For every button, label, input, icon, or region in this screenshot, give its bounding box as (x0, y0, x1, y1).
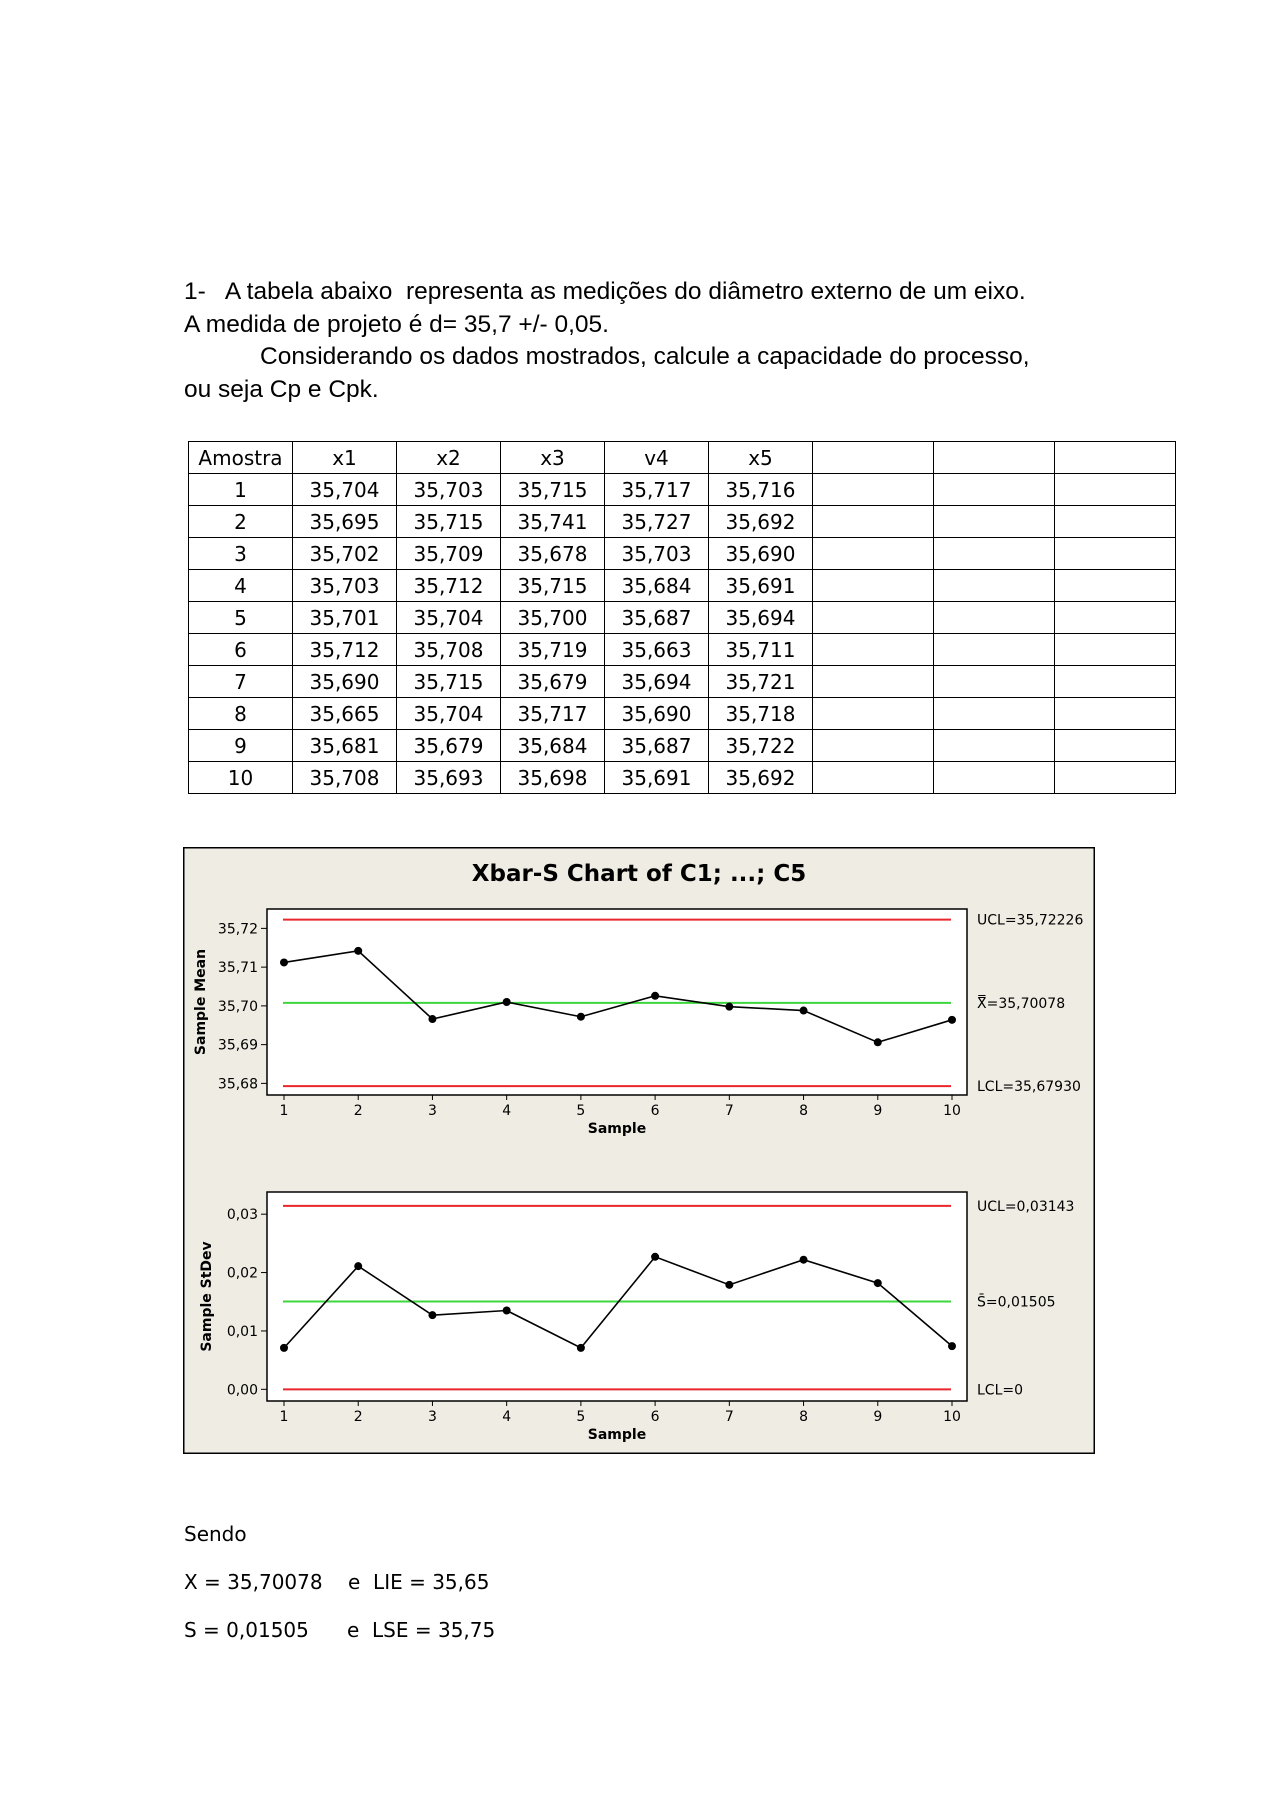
data-point (280, 958, 288, 966)
data-point (874, 1279, 882, 1287)
table-cell: 10 (189, 762, 293, 794)
table-empty-cell (813, 666, 934, 698)
data-point (948, 1016, 956, 1024)
table-empty-cell (934, 474, 1055, 506)
table-cell: 9 (189, 730, 293, 762)
table-cell: 35,694 (605, 666, 709, 698)
table-cell: 35,687 (605, 602, 709, 634)
table-empty-cell (813, 602, 934, 634)
table-empty-cell (813, 474, 934, 506)
table-cell: 35,712 (293, 634, 397, 666)
table-cell: 35,684 (605, 570, 709, 602)
table-cell: 35,708 (397, 634, 501, 666)
data-point (577, 1344, 585, 1352)
table-cell: 2 (189, 506, 293, 538)
table-cell: 35,701 (293, 602, 397, 634)
table-empty-cell (1055, 442, 1176, 474)
table-cell: 35,715 (397, 666, 501, 698)
table-cell: 35,665 (293, 698, 397, 730)
x-tick-label: 10 (943, 1103, 961, 1119)
question-line-1: 1- A tabela abaixo representa as medições do diâmetro externo de um eixo. (184, 278, 1026, 305)
table-empty-cell (1055, 762, 1176, 794)
question-line-3: Considerando os dados mostrados, calcule a capacidade do processo, (260, 343, 1030, 370)
y-tick-label: 35,68 (217, 1076, 258, 1093)
table-empty-cell (1055, 602, 1176, 634)
table-empty-cell (934, 442, 1055, 474)
x-tick-label: 4 (502, 1409, 512, 1425)
table-empty-cell (1055, 474, 1176, 506)
table-empty-cell (934, 506, 1055, 538)
data-point (725, 1003, 733, 1011)
table-empty-cell (813, 538, 934, 570)
table-cell: 35,702 (293, 538, 397, 570)
table-cell: 35,695 (293, 506, 397, 538)
x-axis-label: Sample (587, 1121, 647, 1137)
table-row (189, 474, 1176, 506)
table-cell: 35,687 (605, 730, 709, 762)
lcl-label: LCL=0 (977, 1382, 1024, 1399)
table-empty-cell (813, 634, 934, 666)
table-cell: 35,691 (709, 570, 813, 602)
data-point (354, 1262, 362, 1270)
table-cell: 35,715 (501, 474, 605, 506)
table-header-row (189, 442, 1176, 474)
y-tick-label: 35,69 (217, 1037, 258, 1054)
data-point (948, 1342, 956, 1350)
table-empty-cell (813, 762, 934, 794)
data-point (503, 1307, 511, 1315)
table-cell: 35,704 (397, 602, 501, 634)
y-tick-label: 0,00 (226, 1382, 258, 1399)
table-header-cell: v4 (605, 442, 709, 474)
table-cell: 35,704 (397, 698, 501, 730)
data-point (428, 1311, 436, 1319)
table-header-cell: Amostra (189, 442, 293, 474)
table-empty-cell (934, 570, 1055, 602)
y-tick-label: 0,03 (226, 1207, 258, 1224)
table-row (189, 730, 1176, 762)
chart-title: Xbar-S Chart of C1; ...; C5 (471, 861, 807, 887)
sendo-label: Sendo (184, 1522, 247, 1546)
x-tick-label: 9 (873, 1409, 883, 1425)
table-cell: 35,718 (709, 698, 813, 730)
table-cell: 35,712 (397, 570, 501, 602)
plot-area (267, 1192, 967, 1401)
question-text (184, 276, 1104, 406)
table-cell: 1 (189, 474, 293, 506)
x-tick-label: 6 (650, 1409, 660, 1425)
table-cell: 35,690 (605, 698, 709, 730)
data-point (354, 947, 362, 955)
x-tick-label: 2 (353, 1409, 363, 1425)
table-row (189, 698, 1176, 730)
x-tick-label: 4 (502, 1103, 512, 1119)
table-row (189, 602, 1176, 634)
y-tick-label: 35,70 (217, 998, 258, 1015)
x-tick-label: 5 (576, 1103, 586, 1119)
data-point (800, 1256, 808, 1264)
table-cell: 35,719 (501, 634, 605, 666)
x-tick-label: 6 (650, 1103, 660, 1119)
x-tick-label: 3 (427, 1409, 437, 1425)
x-tick-label: 2 (353, 1103, 363, 1119)
question-line-2: A medida de projeto é d= 35,7 +/- 0,05. (184, 310, 609, 338)
ucl-label: UCL=0,03143 (977, 1198, 1075, 1215)
table-cell: 35,693 (397, 762, 501, 794)
table-cell: 35,690 (709, 538, 813, 570)
table-row (189, 506, 1176, 538)
table-empty-cell (1055, 666, 1176, 698)
table-cell: 35,700 (501, 602, 605, 634)
table-empty-cell (1055, 538, 1176, 570)
table-cell: 35,698 (501, 762, 605, 794)
table-empty-cell (813, 730, 934, 762)
x-tick-label: 10 (943, 1409, 961, 1425)
data-point (800, 1007, 808, 1015)
table-empty-cell (1055, 634, 1176, 666)
table-cell: 35,684 (501, 730, 605, 762)
table-cell: 8 (189, 698, 293, 730)
table-cell: 35,692 (709, 762, 813, 794)
table-cell: 35,741 (501, 506, 605, 538)
table-cell: 35,703 (397, 474, 501, 506)
table-empty-cell (1055, 506, 1176, 538)
table-cell: 35,663 (605, 634, 709, 666)
x-tick-label: 7 (724, 1103, 734, 1119)
table-row (189, 538, 1176, 570)
table-empty-cell (934, 602, 1055, 634)
table-empty-cell (813, 506, 934, 538)
y-axis-label: Sample Mean (193, 948, 209, 1056)
xbar-s-chart (183, 847, 1095, 1454)
table-empty-cell (934, 538, 1055, 570)
y-tick-label: 35,71 (217, 960, 258, 977)
table-header-cell: x2 (397, 442, 501, 474)
x-tick-label: 8 (799, 1409, 809, 1425)
table-empty-cell (1055, 570, 1176, 602)
data-point (874, 1038, 882, 1046)
data-point (428, 1015, 436, 1023)
table-cell: 6 (189, 634, 293, 666)
table-cell: 35,690 (293, 666, 397, 698)
y-tick-label: 0,02 (226, 1265, 258, 1282)
table-cell: 35,703 (293, 570, 397, 602)
table-cell: 35,722 (709, 730, 813, 762)
table-cell: 35,703 (605, 538, 709, 570)
table-cell: 35,711 (709, 634, 813, 666)
x-tick-label: 9 (873, 1103, 883, 1119)
lcl-label: LCL=35,67930 (977, 1079, 1081, 1096)
table-header-cell: x3 (501, 442, 605, 474)
x-tick-label: 1 (279, 1103, 289, 1119)
center-label: X̿=35,70078 (977, 995, 1066, 1012)
table-cell: 35,709 (397, 538, 501, 570)
x-tick-label: 3 (427, 1103, 437, 1119)
table-empty-cell (934, 634, 1055, 666)
table-cell: 35,678 (501, 538, 605, 570)
table-empty-cell (934, 762, 1055, 794)
table-empty-cell (1055, 698, 1176, 730)
data-point (280, 1344, 288, 1352)
table-cell: 35,704 (293, 474, 397, 506)
table-cell: 3 (189, 538, 293, 570)
table-cell: 35,679 (397, 730, 501, 762)
y-axis-label: Sample StDev (199, 1241, 215, 1352)
table-empty-cell (934, 698, 1055, 730)
table-cell: 35,694 (709, 602, 813, 634)
table-row (189, 666, 1176, 698)
data-point (651, 992, 659, 1000)
table-cell: 7 (189, 666, 293, 698)
table-cell: 35,692 (709, 506, 813, 538)
data-point (651, 1253, 659, 1261)
y-tick-label: 35,72 (217, 921, 258, 938)
data-point (725, 1281, 733, 1289)
table-cell: 35,727 (605, 506, 709, 538)
table-row (189, 634, 1176, 666)
table-empty-cell (813, 570, 934, 602)
table-row (189, 570, 1176, 602)
x-tick-label: 8 (799, 1103, 809, 1119)
table-header-cell: x5 (709, 442, 813, 474)
table-empty-cell (1055, 730, 1176, 762)
table-cell: 35,679 (501, 666, 605, 698)
table-empty-cell (813, 442, 934, 474)
table-cell: 35,691 (605, 762, 709, 794)
question-line-4: ou seja Cp e Cpk. (184, 375, 379, 403)
ucl-label: UCL=35,72226 (977, 912, 1084, 929)
sendo-line-1: X = 35,70078 e LIE = 35,65 (184, 1570, 490, 1594)
table-cell: 35,715 (397, 506, 501, 538)
x-axis-label: Sample (587, 1427, 647, 1443)
table-cell: 35,716 (709, 474, 813, 506)
table-cell: 35,681 (293, 730, 397, 762)
table-cell: 4 (189, 570, 293, 602)
table-header-cell: x1 (293, 442, 397, 474)
table-cell: 35,717 (605, 474, 709, 506)
y-tick-label: 0,01 (226, 1323, 258, 1340)
measurements-table (188, 441, 1176, 794)
data-point (577, 1013, 585, 1021)
x-tick-label: 1 (279, 1409, 289, 1425)
table-cell: 35,715 (501, 570, 605, 602)
data-point (503, 998, 511, 1006)
table-empty-cell (934, 666, 1055, 698)
table-empty-cell (934, 730, 1055, 762)
table-cell: 5 (189, 602, 293, 634)
table-cell: 35,721 (709, 666, 813, 698)
table-row (189, 762, 1176, 794)
center-label: S̄=0,01505 (977, 1294, 1056, 1311)
table-cell: 35,717 (501, 698, 605, 730)
table-empty-cell (813, 698, 934, 730)
x-tick-label: 5 (576, 1409, 586, 1425)
sendo-line-2: S = 0,01505 e LSE = 35,75 (184, 1618, 496, 1642)
given-values (184, 1522, 495, 1666)
x-tick-label: 7 (724, 1409, 734, 1425)
table-cell: 35,708 (293, 762, 397, 794)
